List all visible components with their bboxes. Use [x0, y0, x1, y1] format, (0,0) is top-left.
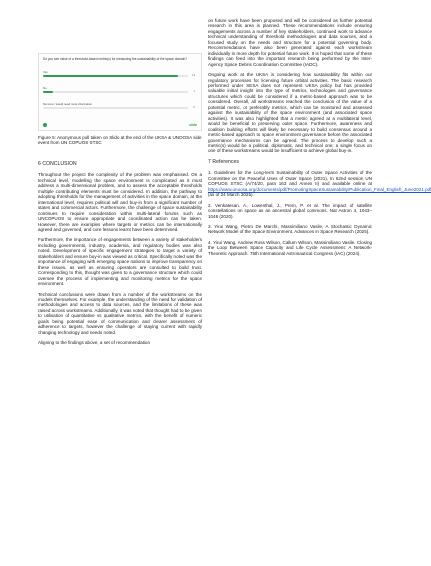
right-column	[208, 18, 431, 261]
paragraph: on future work have been proposed and will be considered as further potential research in this area is planned. These recommendations include ensuring engagements across a number of key stakeholders, continued work to advance technical understanding of threshold methodologies and data sources, and a focused study on the needs and structure for a potential governing body. Recommendations have also been generated against each workstream individually in more depth for potential future work. It is hoped that some of these findings can feed into the important research being performed by the Inter-Agency Space Debris Coordination Committee (IADC).	[208, 18, 372, 67]
section-heading-references: 7 References	[208, 158, 239, 165]
poll-option-count: 1	[193, 90, 195, 93]
paragraph: Throughout the project the complexity of the problem was emphasised. On a technical level, modelling the space environment is complicated as it must address a multi-dimensional problem, and to assess the acceptable thresholds multiple contributing elements must be considered. In addition, the pathway to adopting thresholds for the management of activities in the space domain, at the international level, requires political will and buy-in from a significant number of states and commercial actors. Furthermore, the challenge of space sustainability continues to require consideration within multi-lateral forums such as UNCOPUOS to ensure appropriate and coordinated action can be taken. However, there are examples where targets or metrics can be internationally agreed and governed, and core lessons learnt have been determined.	[38, 172, 202, 232]
poll-option	[43, 86, 195, 93]
poll-bar-track	[43, 107, 188, 109]
reference-text: 1. Guidelines for the Long-term Sustainability of Outer Space Activities of the Committee on the Peaceful Uses of Outer Space (2021), In 62nd session UN COPUOS STSC (A/74/20, para 163 and Annex II) and available online at	[208, 170, 372, 187]
poll-option-count: 0	[193, 106, 195, 109]
reference-item	[208, 203, 372, 219]
reference-text: 3. Yirui Wang, Pietro De Marchi, Massimiliano Vasile, A Stochastic Dynamic Network Model of the Space Environment. Advances in Space Research (2025).	[208, 223, 372, 235]
paragraph: Technical conclusions were drawn from a number of the workstreams on the models themselves. For example, the understanding of the need for validation of methodologies and access to data sources, and the limitations of these was raised across workstreams. Additionally, it was noted that thought had to be given to utilisation of quantitative vs qualitative metrics, with the benefit of numeric goals being potential ease of communication and clearer assessment of adherence to targets, however the challenge of staying current with rapidly changing technology and needs noted.	[38, 291, 202, 335]
reference-text: 4. Yirui Wang, Andrew Ross Wilson, Callum Wilson, Massimiliano Vasile. Closing the Loop Between Space Capacity and Life Cycle Assessment: A Network-Theoretic Approach. 75th International Astronautical Congress (IAC) (2024).	[208, 239, 372, 256]
poll-option	[43, 102, 195, 109]
poll-figure	[38, 53, 202, 131]
poll-option	[43, 70, 195, 77]
slido-mark-icon	[43, 123, 47, 127]
left-column	[38, 156, 202, 351]
paragraph: Furthermore, the importance of engagements between a variety of stakeholders including governments, industry, academia, and regulatory bodies was also noted. Development of specific engagement strategies to target a variety of stakeholders and ensure buy-in was viewed as critical. Specifically noted was the importance of engaging with emerging space nations to improve transparency on these issues, as well as ensuring operators are consulted to build trust. Corresponding to this, thought was given to a governance structure which could oversee the process of implementing and monitoring metrics for the space environment.	[38, 237, 202, 287]
reference-link[interactable]: https://www.unoosa.org/documents/pdf/PromotingSpaceSustainability/Publication_Final_English_June2021.pdf	[208, 186, 431, 192]
paragraph: Aligning to the findings above, a set of recommendation	[38, 340, 150, 346]
reference-item	[208, 170, 431, 198]
reference-item	[208, 224, 372, 235]
section-heading-conclusion: 6 CONCLUSION	[38, 161, 77, 167]
poll-option-label: Yes	[43, 70, 48, 74]
reference-item	[208, 240, 372, 256]
slido-logo: slido	[189, 123, 197, 127]
poll-option-count: 13	[192, 74, 195, 77]
paragraph: Ongoing work at the UKSA is considering how sustainability fits within our regulatory processes for licensing future orbital activities. The basic research performed under SESA does not represent UKSA policy but has provided valuable initial insight into the type of metrics, technologies and governance structures which could be considered if a metric-based approach was to be considered. Overall, all workstreams reached the conclusion of the value of a potential metric, or preferably metrics, which can be monitored and assessed against the sustainability of the space environment (and associated space activities). It was also highlighted that a metric agreed at a multilateral level, would be beneficial to preserving outer space. Furthermore, awareness and coalition building efforts will likely be necessary to build consensus around a metric-based approach to space environment governance before the associated governance mechanisms can be agreed. The process to develop such a metric(s) would be a political, diplomatic, and technical one; a single focus on one of these workstreams would be insufficient to achieve global buy-in.	[208, 72, 372, 154]
figure-caption: Figure 5: Anonymous poll taken on Slido at the end of the UKSA & UNOOSA side event from UN COPUOS STSC	[38, 135, 202, 146]
poll-option-label: Not sure / would need more information	[43, 102, 92, 106]
poll-option-label: No	[43, 86, 47, 90]
poll-bar-fill	[43, 91, 53, 93]
reference-text-after: (as of 24 March 2025).	[208, 192, 254, 198]
poll-question: Do you see value of a threshold-based metric(s) for measuring the sustainability of the space domain?	[43, 57, 188, 61]
poll-bar-track	[43, 91, 188, 93]
reference-text: 2. Venkatesan. A., Lowenthal, J., Prem, P. et al. The impact of satellite constellations on space as an ancestral global commons. Nat Astron 4, 1043–1048 (2020).	[208, 202, 372, 219]
poll-bar-fill	[43, 75, 178, 77]
